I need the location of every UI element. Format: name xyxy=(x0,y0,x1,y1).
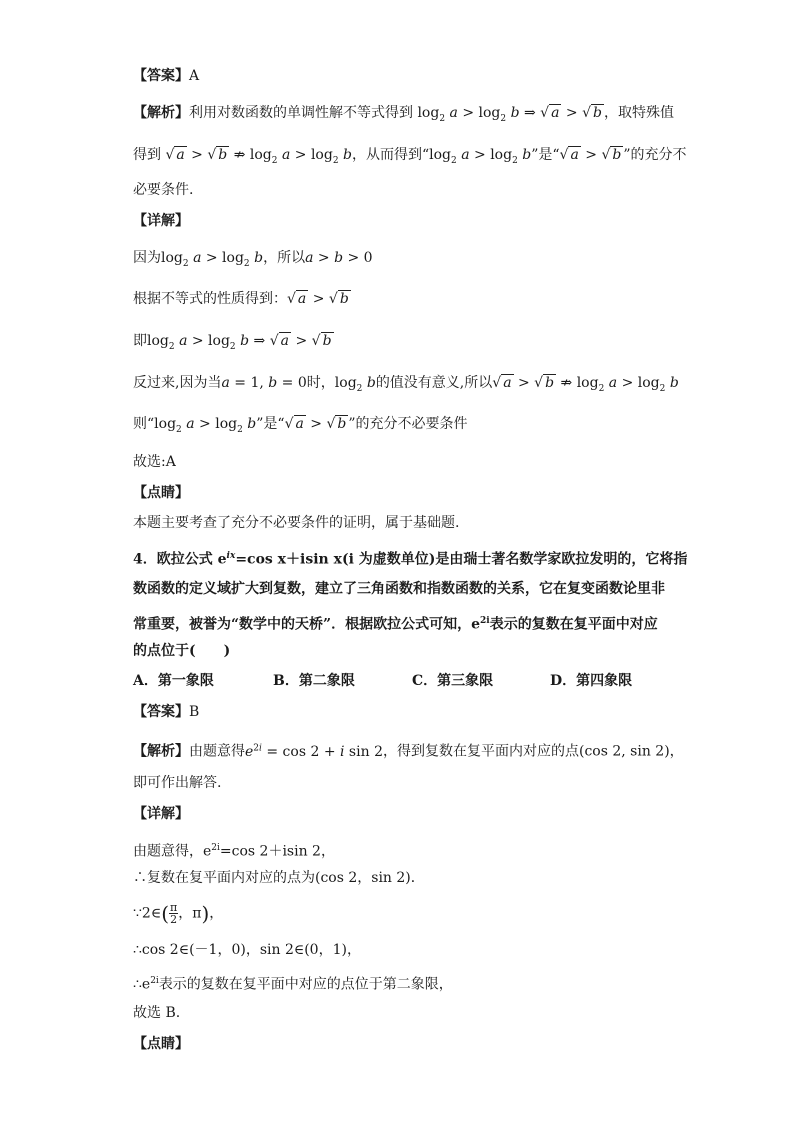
q3-analysis-text: 利用对数函数的单调性解不等式得到 xyxy=(189,105,413,121)
formula-sqrt-not-imply: √ a > √ b ⇏ $\log_2 a > \log_2 b$ xyxy=(165,147,352,166)
analysis-tag: 【解析】 xyxy=(133,105,189,121)
q4-options xyxy=(133,671,674,691)
formula-log2b: $\log_2 b$ xyxy=(334,375,376,394)
q3-detail-text: 因为 xyxy=(133,250,161,266)
q3-detail-text: ”的充分不必要条件 xyxy=(348,416,468,432)
q3-answer-value: A xyxy=(189,68,200,84)
formula-log: $\log_2 a > \log_2 b$ xyxy=(154,416,257,435)
q4-stem-line-3: 常重要，被誉为“数学中的天桥”．根据欧拉公式可知，$e^{2i}$表示的复数在复平面中对应 xyxy=(133,616,658,633)
q4-analysis-text: ， xyxy=(669,743,684,760)
comment-tag: 【点睛】 xyxy=(133,485,189,501)
q4-analysis-line-1 xyxy=(133,738,684,762)
formula-log: $\log_2 a > \log_2 b$ xyxy=(161,250,264,269)
formula-sqrt: √ a > √ b xyxy=(559,147,622,163)
answer-tag: 【答案】 xyxy=(133,68,189,84)
formula-euler: $e^{2i} = \cos 2 + i$ sin 2 xyxy=(245,743,383,760)
q3-analysis-text: ”是“ xyxy=(531,147,560,163)
q4-detail-text: ， xyxy=(209,905,224,922)
formula-log: $\log_2 a > \log_2 b$ xyxy=(429,147,532,166)
q3-answer-line xyxy=(133,66,674,86)
q4-stem-text: 常重要，被誉为“数学中的天桥”．根据欧拉公式可知，e xyxy=(133,616,481,633)
q4-stem-text: 表示的复数在复平面中对应 xyxy=(489,616,658,633)
q4-stem-line-1: 4．欧拉公式 $e^{ix}=\cos$ x＋isin x(i 为虚数单位)是由瑞士著名数学家欧拉发明的，它将指 xyxy=(133,551,688,568)
formula-sqrt: √ a > √ b xyxy=(284,416,347,432)
paren-open: ( xyxy=(161,901,169,926)
q3-detail-text: 反过来,因为当 xyxy=(133,375,222,391)
formula-log-imply: $\log_2 a > \log_2 b$ ⇒ √ a > √ b xyxy=(147,333,332,352)
q4-analysis-line-2: 即可作出解答. xyxy=(133,775,222,791)
q3-analysis-line-1 xyxy=(133,103,674,129)
q3-detail-text: 即 xyxy=(133,333,147,349)
q4-analysis-text: 由题意得 xyxy=(189,743,245,760)
q4-stem-text: 4．欧拉公式 e xyxy=(133,551,227,568)
q3-detail-text: 根据不等式的性质得到： xyxy=(133,291,287,307)
q3-detail-line-3 xyxy=(133,331,674,357)
q3-detail-line-2 xyxy=(133,289,674,309)
paren-close: ) xyxy=(201,901,210,926)
answer-tag: 【答案】 xyxy=(133,704,189,720)
q3-analysis-line-2 xyxy=(133,145,687,171)
q3-analysis-text: 得到 xyxy=(133,147,161,163)
q4-detail-line-5: $\therefore e^{2i}$表示的复数在复平面中对应的点位于第二象限， xyxy=(133,976,453,993)
q3-detail-header xyxy=(133,211,674,231)
q4-detail-line-6: 故选 B. xyxy=(133,1005,181,1021)
q3-detail-line-5 xyxy=(133,414,674,440)
q4-detail-header xyxy=(133,804,674,824)
q4-detail-line-4: ∴cos 2∈(－1，0)，sin 2∈(0，1)， xyxy=(133,942,361,958)
q4-detail-line-1: 由题意得，$e^{2i}=\cos$ 2＋isin 2， xyxy=(133,843,335,860)
q3-detail-text: 时， xyxy=(306,375,335,391)
option-b[interactable]: B．第二象限 xyxy=(273,673,355,689)
q4-comment-header xyxy=(133,1034,674,1054)
q4-detail-text: ∵2∈ xyxy=(133,905,162,922)
q3-detail-text: ，所以 xyxy=(263,250,306,266)
q3-detail-text: 的值没有意义,所以 xyxy=(375,375,493,391)
q3-detail-text: ”是“ xyxy=(256,416,285,432)
q3-detail-text: 则“ xyxy=(133,416,155,432)
q3-comment-header xyxy=(133,483,674,503)
q3-analysis-text: ，从而得到“ xyxy=(351,147,430,163)
analysis-tag: 【解析】 xyxy=(133,743,189,760)
q3-analysis-text: ”的充分不 xyxy=(623,147,687,163)
q4-detail-text: 由题意得，e xyxy=(133,843,212,860)
detail-tag: 【详解】 xyxy=(133,806,189,822)
option-d[interactable]: D．第四象限 xyxy=(550,673,633,689)
q4-detail-line-2: ∴复数在复平面内对应的点为(cos 2，sin 2)． xyxy=(133,870,425,886)
q4-stem-text: =cos x＋isin x(i 为虚数单位)是由瑞士著名数学家欧拉发明的，它将指 xyxy=(235,551,688,568)
comment-tag: 【点睛】 xyxy=(133,1036,189,1052)
q4-stem-line-2: 数函数的定义域扩大到复数，建立了三角函数和指数函数的关系，它在复变函数论里非 xyxy=(133,581,665,597)
formula-sqrt: √ a > √ b xyxy=(287,291,349,307)
q4-answer-line xyxy=(133,702,674,722)
fraction-pi-over-2: $\frac{\pi}{2}$ xyxy=(170,901,178,926)
formula-a-gt-b-gt-0: a > b > 0 xyxy=(305,250,373,266)
q3-comment-text: 本题主要考查了充分不必要条件的证明，属于基础题. xyxy=(133,515,460,531)
q3-detail-line-1 xyxy=(133,248,674,274)
q3-analysis-text: ，取特殊值 xyxy=(603,105,674,121)
q4-detail-text: =cos 2＋isin 2， xyxy=(219,843,335,860)
q4-analysis-text: ，得到复数在复平面内对应的点 xyxy=(382,743,579,760)
q4-detail-text: ∴e xyxy=(133,976,151,993)
q3-detail-line-4 xyxy=(133,373,679,399)
formula-log-ineq: $\log_2 a > \log_2 b$ ⇒ √ a > √ b xyxy=(417,105,602,124)
q4-answer-value: B xyxy=(189,704,200,720)
q4-detail-line-3: ∵2∈( $\frac{\pi}{2}$ ，π)， xyxy=(133,901,224,926)
formula-a1-b0: a = 1, b = 0 xyxy=(221,375,307,391)
q4-stem-line-4: 的点位于( ) xyxy=(133,643,231,659)
option-c[interactable]: C．第三象限 xyxy=(412,673,494,689)
q4-detail-text: 表示的复数在复平面中对应的点位于第二象限， xyxy=(158,976,453,993)
option-a[interactable]: A．第一象限 xyxy=(133,673,214,689)
q3-detail-line-6: 故选:A xyxy=(133,454,176,470)
detail-tag: 【详解】 xyxy=(133,213,189,229)
formula-sqrt-not-imply: √ a > √ b ⇏ $\log_2 a > \log_2 b$ xyxy=(492,375,679,394)
formula-point: (cos 2, sin 2) xyxy=(578,743,670,760)
q3-analysis-line-3: 必要条件. xyxy=(133,182,194,198)
